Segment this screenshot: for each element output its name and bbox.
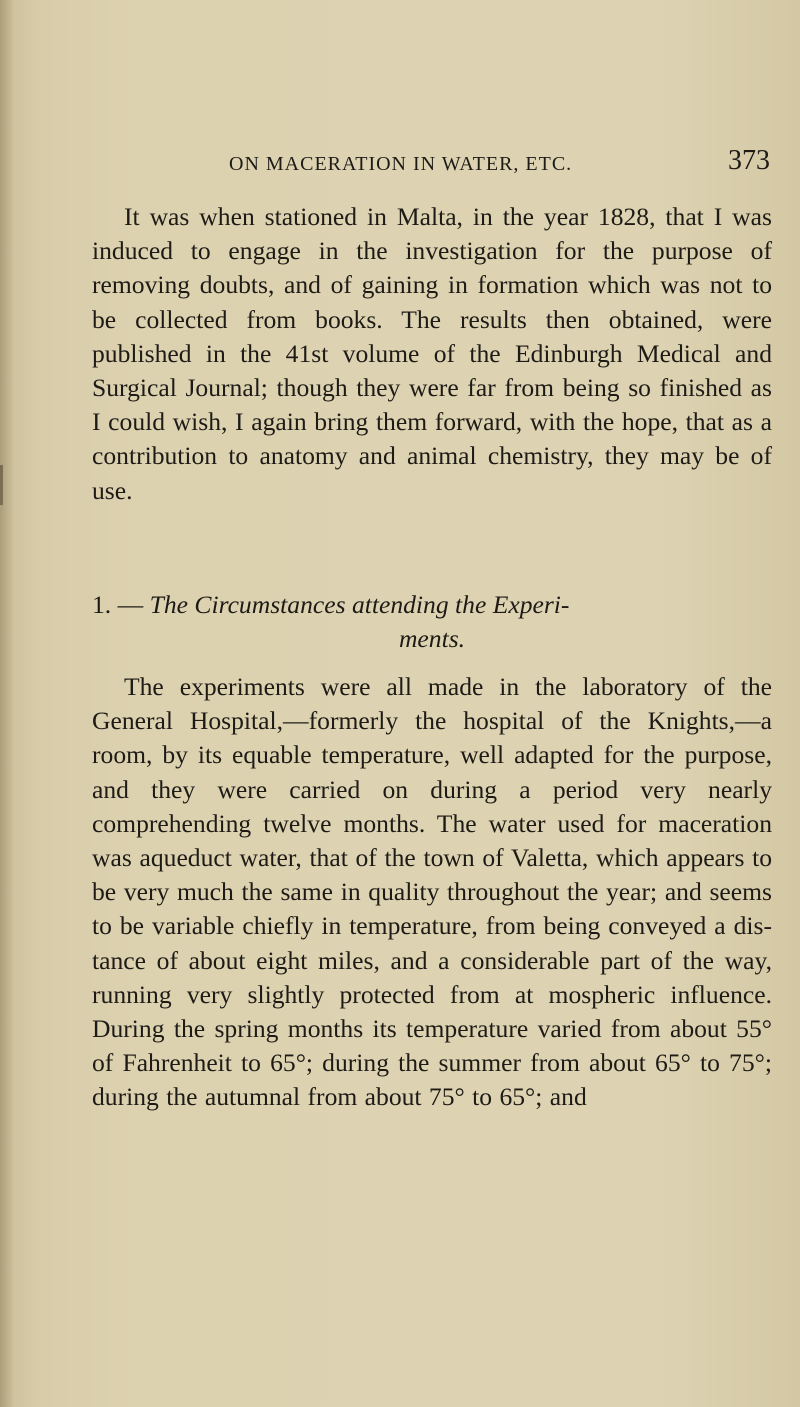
section-title-line2: ments. (398, 624, 466, 653)
running-title: ON MACERATION IN WATER, ETC. (229, 153, 573, 175)
section-heading (92, 588, 772, 656)
spine-shadow (0, 0, 14, 1407)
section-title-line1: The Circumstances attending the Experi- (149, 590, 570, 619)
paragraph-experiments: The experiments were all made in the laboratory of the General Hospital,—formerly the hospital of the Knights,—a room, by its equable temperature, well adapted for the purpose, and they were carried on during a period very nearly comprehending twelve months. The water used for maceration was aqueduct water, that of the town of Valetta, which appears to be very much the same in quality throughout the year; and seems to be variable chiefly in temperature, from being conveyed a dis tance of about eight miles, and a considerable part of the way, running very slightly protected from at mospheric influence. During the spring months its temperature varied from about 55° of Fahrenheit to 65°; during the summer from about 65° to 75°; during the autumnal from about 75° to 65°; and (92, 672, 772, 1112)
section-number: 1. — (92, 590, 150, 619)
running-header (229, 145, 770, 189)
page-number: 373 (728, 145, 770, 176)
page-edge-mark (0, 465, 3, 505)
paragraph-intro: It was when stationed in Malta, in the year 1828, that I was induced to engage in the investigation for the purpose of removing doubts, and of gaining in formation which was not to be collected from books. The results then obtained, were published in the 41st volume of the Edinburgh Medical and Surgical Journal; though they were far from being so finished as I could wish, I again bring them forward, with the hope, that as a contribution to anatomy and animal chemistry, they may be of use. (92, 202, 772, 505)
